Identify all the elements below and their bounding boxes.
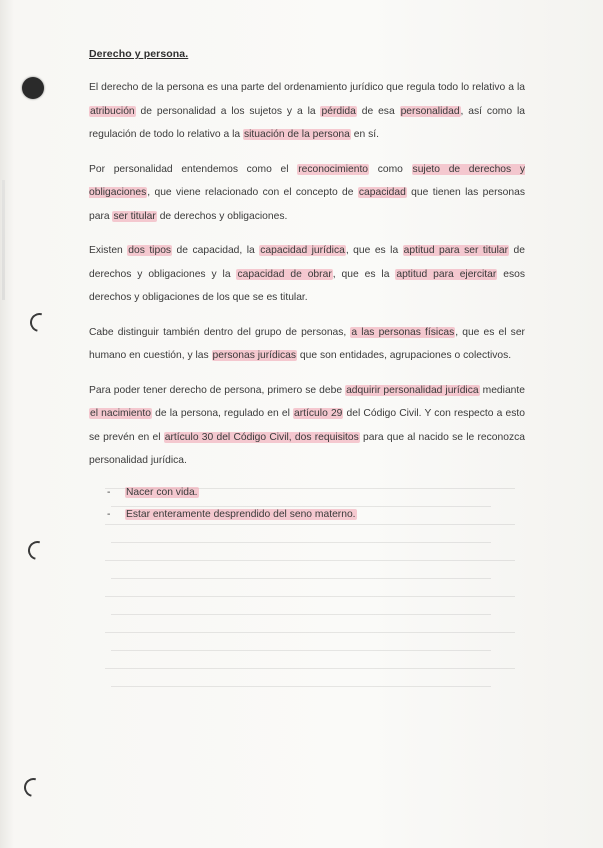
text-segment: , que viene relacionado con el concepto de bbox=[147, 187, 358, 198]
text-segment: Existen bbox=[89, 245, 128, 256]
text-segment: de esa bbox=[356, 105, 400, 117]
text-segment: , así como la regulación de todo lo relativo a la bbox=[89, 105, 526, 140]
text-segment: , que es la bbox=[345, 245, 403, 256]
paragraph bbox=[89, 379, 525, 473]
requirement-item bbox=[89, 504, 525, 526]
highlighted-text: capacidad de obrar bbox=[237, 268, 332, 280]
text-segment: Para poder tener derecho de persona, primero se debe bbox=[89, 384, 346, 396]
highlighted-text: el nacimiento bbox=[90, 408, 151, 419]
punch-hole-ring bbox=[21, 775, 47, 801]
text-segment: que tienen las personas para bbox=[89, 187, 525, 222]
paragraph bbox=[89, 76, 525, 147]
highlighted-text: capacidad bbox=[358, 187, 406, 198]
text-segment: como bbox=[369, 163, 412, 175]
text-segment: mediante bbox=[479, 384, 525, 396]
paragraph bbox=[89, 239, 525, 310]
highlighted-text: adquirir personalidad jurídica bbox=[346, 384, 479, 396]
highlighted-text: atribución bbox=[90, 105, 135, 117]
highlighted-text: a las personas físicas bbox=[351, 326, 455, 338]
list-dash: - bbox=[107, 508, 111, 520]
highlighted-text: personas jurídicas bbox=[212, 350, 297, 361]
punch-hole-ring bbox=[27, 310, 53, 336]
text-segment: , que es la bbox=[332, 268, 396, 280]
text-segment: de capacidad, la bbox=[172, 245, 260, 256]
requirements-list bbox=[89, 482, 525, 526]
highlighted-text: ser titular bbox=[113, 210, 156, 222]
punch-hole-ring bbox=[25, 538, 51, 564]
text-segment: de derechos y obligaciones. bbox=[156, 210, 288, 222]
document-title: Derecho y persona. bbox=[89, 48, 189, 60]
highlighted-text: personalidad bbox=[400, 105, 460, 117]
highlighted-text: aptitud para ser titular bbox=[403, 245, 509, 256]
text-segment: para que al nacido se le reconozca personalidad jurídica. bbox=[89, 431, 525, 466]
text-segment: , que es el ser humano en cuestión, y las bbox=[89, 326, 525, 361]
punch-hole-solid bbox=[22, 77, 44, 99]
text-segment: esos derechos y obligaciones de los que se es titular. bbox=[89, 268, 525, 303]
text-segment: Por personalidad entendemos como el bbox=[89, 163, 298, 175]
highlighted-text: sujeto de derechos y obligaciones bbox=[89, 163, 525, 198]
requirement-item bbox=[89, 482, 525, 504]
highlighted-text: pérdida bbox=[321, 105, 356, 117]
text-segment: del Código Civil. Y con respecto a esto se prevén en el bbox=[89, 408, 525, 443]
scan-edge-mark bbox=[2, 180, 5, 300]
text-segment: El derecho de la persona es una parte del ordenamiento jurídico que regula todo lo relativo a la bbox=[89, 82, 525, 93]
text-segment: de la persona, regulado en el bbox=[151, 408, 294, 419]
highlighted-text: artículo 29 bbox=[294, 408, 343, 419]
requirement-text: Estar enteramente desprendido del seno materno. bbox=[126, 508, 356, 520]
paragraph bbox=[89, 158, 525, 229]
paragraphs bbox=[89, 76, 525, 473]
text-segment: que son entidades, agrupaciones o colectivos. bbox=[297, 350, 512, 361]
highlighted-text: situación de la persona bbox=[243, 129, 350, 140]
text-segment: de personalidad a los sujetos y a la bbox=[135, 105, 321, 117]
text-segment: Cabe distinguir también dentro del grupo de personas, bbox=[89, 326, 351, 338]
highlighted-text: artículo 30 del Código Civil, dos requisitos bbox=[164, 431, 359, 443]
list-dash: - bbox=[107, 486, 111, 498]
document-body bbox=[89, 48, 525, 526]
highlighted-text: aptitud para ejercitar bbox=[396, 268, 497, 280]
highlighted-text: reconocimiento bbox=[298, 163, 369, 175]
highlighted-text: dos tipos bbox=[128, 245, 172, 256]
text-segment: de derechos y obligaciones y la bbox=[89, 245, 526, 280]
highlighted-text: capacidad jurídica bbox=[260, 245, 345, 256]
requirement-text: Nacer con vida. bbox=[126, 486, 198, 498]
paragraph bbox=[89, 321, 525, 368]
text-segment: en sí. bbox=[350, 129, 379, 140]
